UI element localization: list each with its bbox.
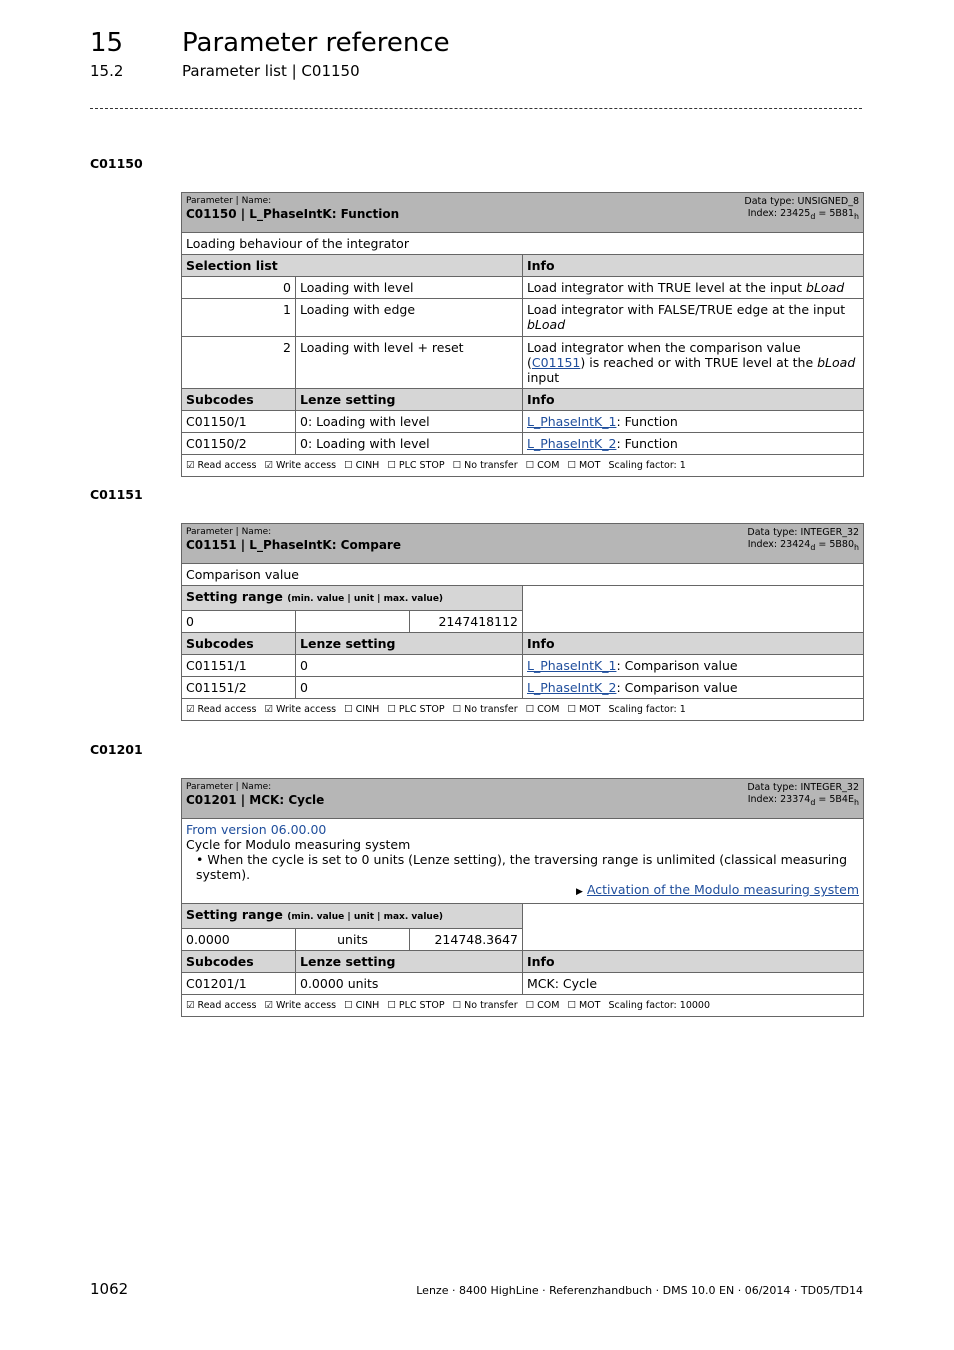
subcodes-header: Subcodes [182, 633, 296, 655]
link-l-phaseintk-1[interactable]: L_PhaseIntK_1 [527, 414, 617, 429]
index-value: Index: $23424_d = 5B80_h$ [747, 539, 860, 552]
header-divider [90, 108, 862, 109]
chapter-number: 15 [90, 28, 124, 58]
subcode-row: C01151/1 0 L_PhaseIntK_1: Comparison value [182, 655, 864, 677]
param-description: Loading behaviour of the integrator [182, 233, 864, 255]
section-number: 15.2 [90, 62, 124, 80]
selection-list-header: Selection list [182, 255, 523, 277]
data-type: Data type: UNSIGNED_8 [744, 196, 860, 207]
index-value: Index: $23374_d = 5B4E_h$ [747, 794, 859, 807]
scaling-factor: Scaling factor: 1 [608, 460, 686, 471]
see-also [186, 882, 859, 900]
setting-range-header: Setting range (min. value | unit | max. value) [182, 586, 523, 611]
scaling-factor: Scaling factor: 1 [608, 704, 686, 715]
setting-range-header: Setting range (min. value | unit | max. value) [182, 904, 523, 929]
selection-row: 1 Loading with edge Load integrator with FALSE/TRUE edge at the input bLoad [182, 299, 864, 337]
subcode-row: C01201/1 0.0000 units MCK: Cycle [182, 973, 864, 995]
version-note: From version 06.00.00 [186, 822, 327, 837]
param-header [182, 193, 864, 233]
selection-row: 2 Loading with level + reset Load integrator when the comparison value (C01151) is reached or with TRUE level at the bLoad input [182, 337, 864, 389]
range-min: 0 [182, 611, 296, 633]
range-max: 214748.3647 [410, 929, 523, 951]
lenze-setting-header: Lenze setting [296, 633, 523, 655]
subcode-row: C01150/2 0: Loading with level L_PhaseIntK_2: Function [182, 433, 864, 455]
param-description-block [182, 819, 864, 904]
range-unit: units [296, 929, 410, 951]
info-header: Info [523, 633, 864, 655]
page-number: 1062 [90, 1280, 129, 1298]
param-table-c01150 [181, 192, 864, 477]
param-description: Cycle for Modulo measuring system [186, 837, 411, 852]
section-label-c01151: C01151 [90, 487, 143, 502]
param-label: Parameter | Name: [186, 196, 272, 206]
arrow-right-icon: ▶ [576, 887, 583, 897]
subcode-row: C01150/1 0: Loading with level L_PhaseIntK_1: Function [182, 411, 864, 433]
footer-info: Lenze · 8400 HighLine · Referenzhandbuch · DMS 10.0 EN · 06/2014 · TD05/TD14 [416, 1284, 863, 1297]
link-modulo-activation[interactable]: Activation of the Modulo measuring system [586, 882, 859, 897]
data-type: Data type: INTEGER_32 [747, 527, 860, 538]
range-unit [296, 611, 410, 633]
chapter-title: Parameter reference [182, 28, 450, 58]
param-table-c01201 [181, 778, 864, 1017]
access-flags: ☑ Read access ☑ Write access ☐ CINH ☐ PLC STOP ☐ No transfer ☐ COM ☐ MOT Scaling factor: 10000 [182, 995, 864, 1017]
access-flags: ☑ Read access ☑ Write access ☐ CINH ☐ PLC STOP ☐ No transfer ☐ COM ☐ MOT Scaling factor: 1 [182, 455, 864, 477]
range-max: 2147418112 [410, 611, 523, 633]
param-description: Comparison value [182, 564, 864, 586]
lenze-setting-header: Lenze setting [296, 389, 523, 411]
info-header: Info [523, 951, 864, 973]
index-value: Index: $23425_d = 5B81_h$ [747, 208, 860, 221]
link-l-phaseintk-1[interactable]: L_PhaseIntK_1 [527, 658, 617, 673]
section-label-c01150: C01150 [90, 156, 143, 171]
subcode-row: C01151/2 0 L_PhaseIntK_2: Comparison value [182, 677, 864, 699]
selection-row: 0 Loading with level Load integrator with TRUE level at the input bLoad [182, 277, 864, 299]
info-header: Info [523, 389, 864, 411]
param-name: C01150 | L_PhaseIntK: Function [186, 207, 400, 221]
param-name: C01151 | L_PhaseIntK: Compare [186, 538, 401, 552]
link-l-phaseintk-2[interactable]: L_PhaseIntK_2 [527, 436, 617, 451]
scaling-factor: Scaling factor: 10000 [608, 1000, 710, 1011]
section-title: Parameter list | C01150 [182, 62, 360, 80]
access-flags: ☑ Read access ☑ Write access ☐ CINH ☐ PLC STOP ☐ No transfer ☐ COM ☐ MOT Scaling factor: 1 [182, 699, 864, 721]
param-name: C01201 | MCK: Cycle [186, 793, 325, 807]
link-l-phaseintk-2[interactable]: L_PhaseIntK_2 [527, 680, 617, 695]
range-min: 0.0000 [182, 929, 296, 951]
lenze-setting-header: Lenze setting [296, 951, 523, 973]
subcodes-header: Subcodes [182, 951, 296, 973]
param-table-c01151 [181, 523, 864, 721]
param-label: Parameter | Name: [186, 782, 272, 792]
bullet-item: • When the cycle is set to 0 units (Lenze setting), the traversing range is unlimited (classical measuring system). [196, 852, 848, 882]
param-header [182, 524, 864, 564]
subcodes-header: Subcodes [182, 389, 296, 411]
section-label-c01201: C01201 [90, 742, 143, 757]
link-c01151[interactable]: C01151 [531, 355, 581, 370]
info-header: Info [523, 255, 864, 277]
data-type: Data type: INTEGER_32 [747, 782, 859, 793]
param-label: Parameter | Name: [186, 527, 272, 537]
param-header [182, 779, 864, 819]
